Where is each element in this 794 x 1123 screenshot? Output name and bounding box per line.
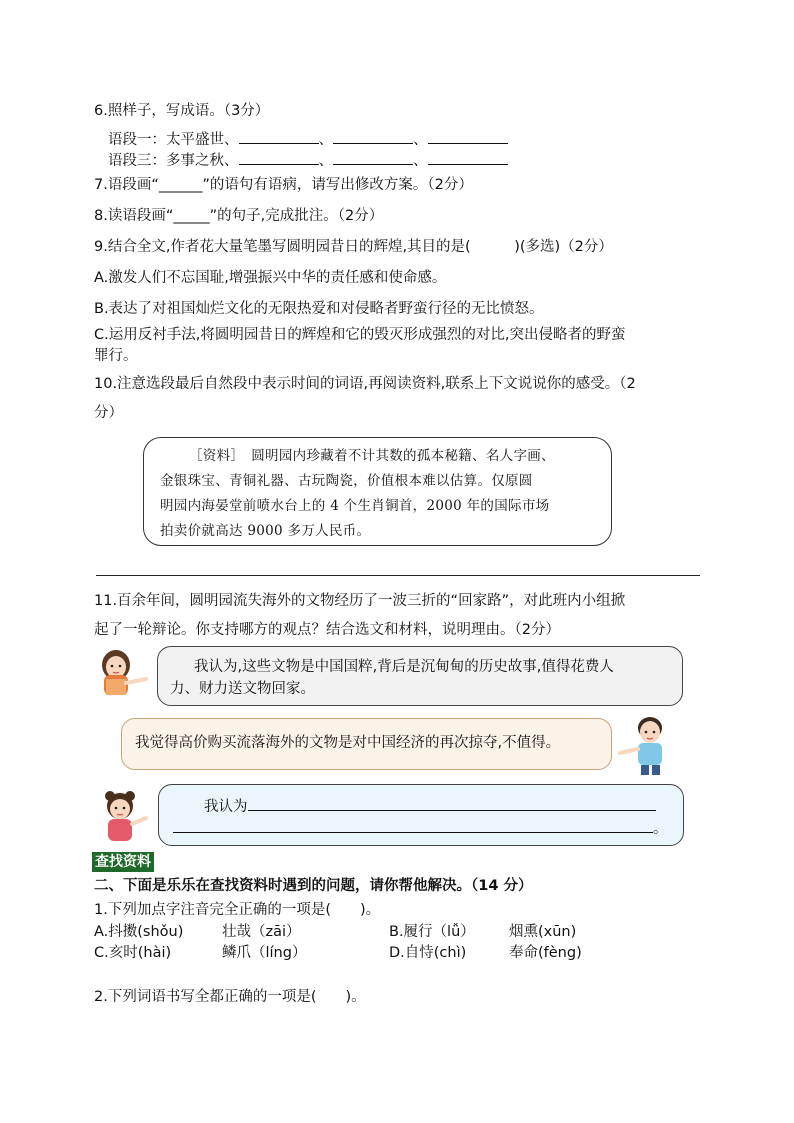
s2-q2: 2.下列词语书写全都正确的一项是( )。 bbox=[94, 989, 366, 1005]
s2-q1-option-d1: D.自恃(chì) bbox=[389, 945, 467, 961]
q11-line1: 11.百余年间，圆明园流失海外的文物经历了一波三折的“回家路”，对此班内小组掀 bbox=[94, 593, 626, 609]
answer-blank[interactable] bbox=[428, 149, 508, 165]
q6-row2 bbox=[108, 149, 508, 171]
girl-student-illustration bbox=[98, 788, 156, 848]
answer-blank[interactable] bbox=[239, 149, 319, 165]
s2-q1-option-a2: 壮哉（zāi） bbox=[222, 924, 301, 940]
s2-q1-option-c2: 鳞爪（líng） bbox=[222, 945, 307, 961]
s2-q1-option-b2: 烟熏(xūn) bbox=[509, 924, 577, 940]
material-line2: 金银珠宝、青铜礼器、古玩陶瓷，价值根本难以估算。仅原圆 bbox=[160, 473, 533, 489]
section2-title: 二、下面是乐乐在查找资料时遇到的问题，请你帮他解决。（14 分） bbox=[94, 878, 533, 894]
material-line1: ［资料］ 圆明园内珍藏着不计其数的孤本秘籍、名人字画、 bbox=[189, 448, 555, 464]
girl-student-illustration bbox=[92, 645, 150, 703]
separator: 、 bbox=[413, 153, 428, 169]
s2-q1-option-b1: B.履行（lǚ） bbox=[389, 924, 475, 940]
answer-blank[interactable] bbox=[428, 128, 508, 144]
material-box bbox=[143, 437, 612, 546]
divider-line bbox=[96, 575, 700, 576]
separator: 、 bbox=[318, 132, 333, 148]
s2-q1-option-a1: A.抖擞(shǒu) bbox=[94, 924, 184, 940]
q9-option-a: A.激发人们不忘国耻,增强振兴中华的责任感和使命感。 bbox=[94, 270, 447, 286]
speech-bubble-answer bbox=[158, 784, 684, 846]
q6-row2-label: 语段三：多事之秋、 bbox=[108, 153, 239, 169]
bubble3-end: 。 bbox=[653, 821, 668, 837]
q9-title: 9.结合全文,作者花大量笔墨写圆明园昔日的辉煌,其目的是( )(多选)（2分） bbox=[94, 239, 613, 255]
s2-q1-option-c1: C.亥时(hài) bbox=[94, 945, 172, 961]
speech-bubble-support bbox=[157, 646, 683, 706]
q6-row1 bbox=[108, 128, 508, 150]
q6-title: 6.照样子，写成语。（3分） bbox=[94, 103, 270, 119]
speech-bubble-oppose bbox=[121, 718, 612, 770]
bubble3-line1 bbox=[204, 795, 656, 817]
q9-option-c-line1: C.运用反衬手法,将圆明园昔日的辉煌和它的毁灭形成强烈的对比,突出侵略者的野蛮 bbox=[94, 327, 626, 343]
boy-student-illustration bbox=[616, 713, 676, 777]
q10-line2: 分） bbox=[94, 405, 123, 421]
answer-line[interactable] bbox=[173, 817, 653, 833]
s2-q1-option-d2: 奉命(fèng) bbox=[509, 945, 582, 961]
answer-line[interactable] bbox=[248, 795, 656, 811]
separator: 、 bbox=[413, 132, 428, 148]
q8: 8.读语段画“_____”的句子,完成批注。（2分） bbox=[94, 208, 384, 224]
material-line4: 拍卖价就高达 9000 多万人民币。 bbox=[160, 523, 371, 539]
material-line3: 明园内海晏堂前喷水台上的 4 个生肖铜首，2000 年的国际市场 bbox=[160, 498, 550, 514]
q9-option-c-line2: 罪行。 bbox=[94, 348, 138, 364]
q6-row1-label: 语段一：太平盛世、 bbox=[108, 132, 239, 148]
answer-blank[interactable] bbox=[239, 128, 319, 144]
q10-line1: 10.注意选段最后自然段中表示时间的词语,再阅读资料,联系上下文说说你的感受。（2 bbox=[94, 376, 636, 392]
q11-line2: 起了一轮辩论。你支持哪方的观点？结合选文和材料，说明理由。（2分） bbox=[94, 622, 560, 638]
q9-option-b: B.表达了对祖国灿烂文化的无限热爱和对侵略者野蛮行径的无比愤怒。 bbox=[94, 301, 544, 317]
s2-q1: 1.下列加点字注音完全正确的一项是( )。 bbox=[94, 902, 381, 918]
q7: 7.语段画“______”的语句有语病，请写出修改方案。（2分） bbox=[94, 177, 473, 193]
separator: 、 bbox=[318, 153, 333, 169]
bubble1-line1: 我认为,这些文物是中国国粹,背后是沉甸甸的历史故事,值得花费人 bbox=[194, 659, 614, 675]
bubble3-prefix: 我认为 bbox=[204, 799, 248, 815]
bubble2-text: 我觉得高价购买流落海外的文物是对中国经济的再次掠夺,不值得。 bbox=[135, 735, 561, 751]
bubble3-line2 bbox=[173, 817, 668, 839]
bubble1-line2: 力、财力送文物回家。 bbox=[170, 681, 315, 697]
section-tag: 查找资料 bbox=[92, 852, 154, 872]
answer-blank[interactable] bbox=[333, 128, 413, 144]
answer-blank[interactable] bbox=[333, 149, 413, 165]
